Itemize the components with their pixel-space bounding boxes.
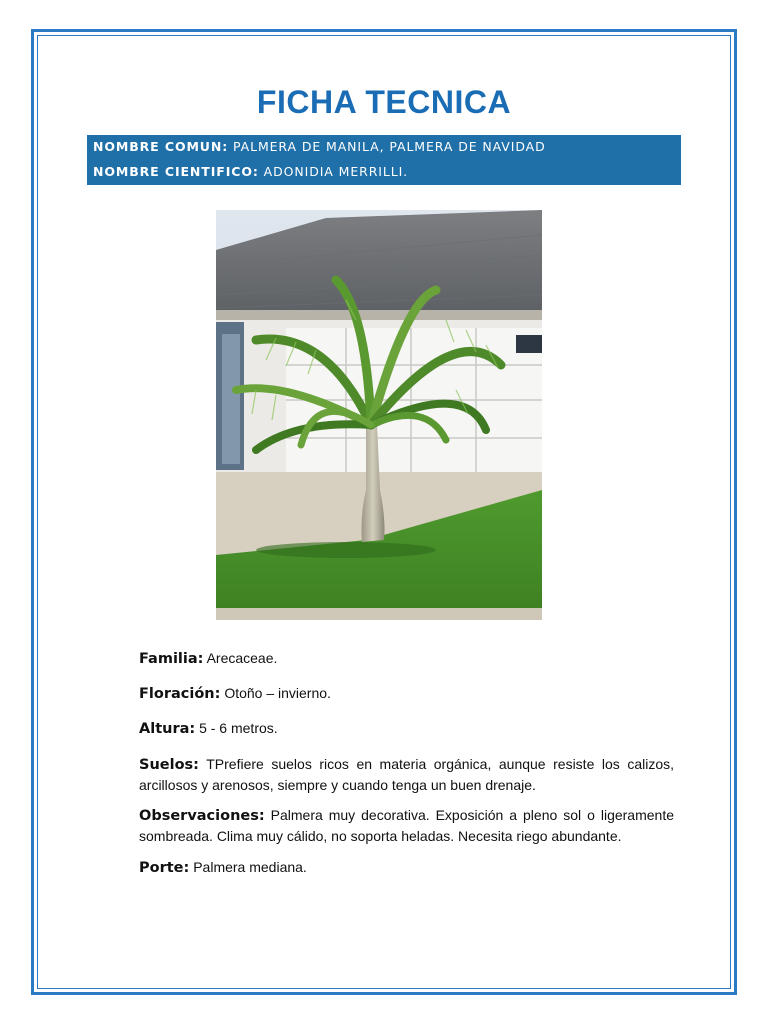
altura-value: 5 - 6 metros.	[199, 720, 278, 736]
page-title: FICHA TECNICA	[256, 84, 512, 120]
scientific-name-value: ADONIDIA MERRILLI.	[263, 164, 409, 179]
name-banner	[87, 135, 681, 185]
field-porte	[139, 857, 674, 878]
suelos-value: TPrefiere suelos ricos en materia orgánica, aunque resiste los calizos, arcillosos y arenosos, siempre y cuando tenga un buen drenaje.	[139, 756, 674, 793]
common-name-label: NOMBRE COMUN:	[93, 139, 229, 154]
common-name-value: PALMERA DE MANILA, PALMERA DE NAVIDAD	[233, 139, 546, 154]
field-familia	[139, 648, 674, 669]
field-observaciones	[139, 805, 674, 846]
common-name-line	[93, 139, 546, 154]
porte-label: Porte:	[139, 860, 190, 876]
scientific-name-line	[93, 164, 408, 179]
floracion-value: Otoño – invierno.	[224, 685, 331, 701]
field-floracion	[139, 683, 674, 704]
suelos-label: Suelos:	[139, 757, 199, 773]
familia-value: Arecaceae.	[206, 650, 278, 666]
familia-label: Familia:	[139, 651, 204, 667]
observaciones-label: Observaciones:	[139, 808, 265, 824]
field-suelos	[139, 754, 674, 795]
porte-value: Palmera mediana.	[193, 859, 307, 875]
observaciones-value: Palmera muy decorativa. Exposición a pleno sol o ligeramente sombreada. Clima muy cálido, no soporta heladas. Necesita riego abundante.	[139, 807, 674, 844]
palm-photo	[216, 210, 542, 620]
altura-label: Altura:	[139, 721, 196, 737]
scientific-name-label: NOMBRE CIENTIFICO:	[93, 164, 259, 179]
floracion-label: Floración:	[139, 686, 221, 702]
field-altura	[139, 718, 674, 739]
